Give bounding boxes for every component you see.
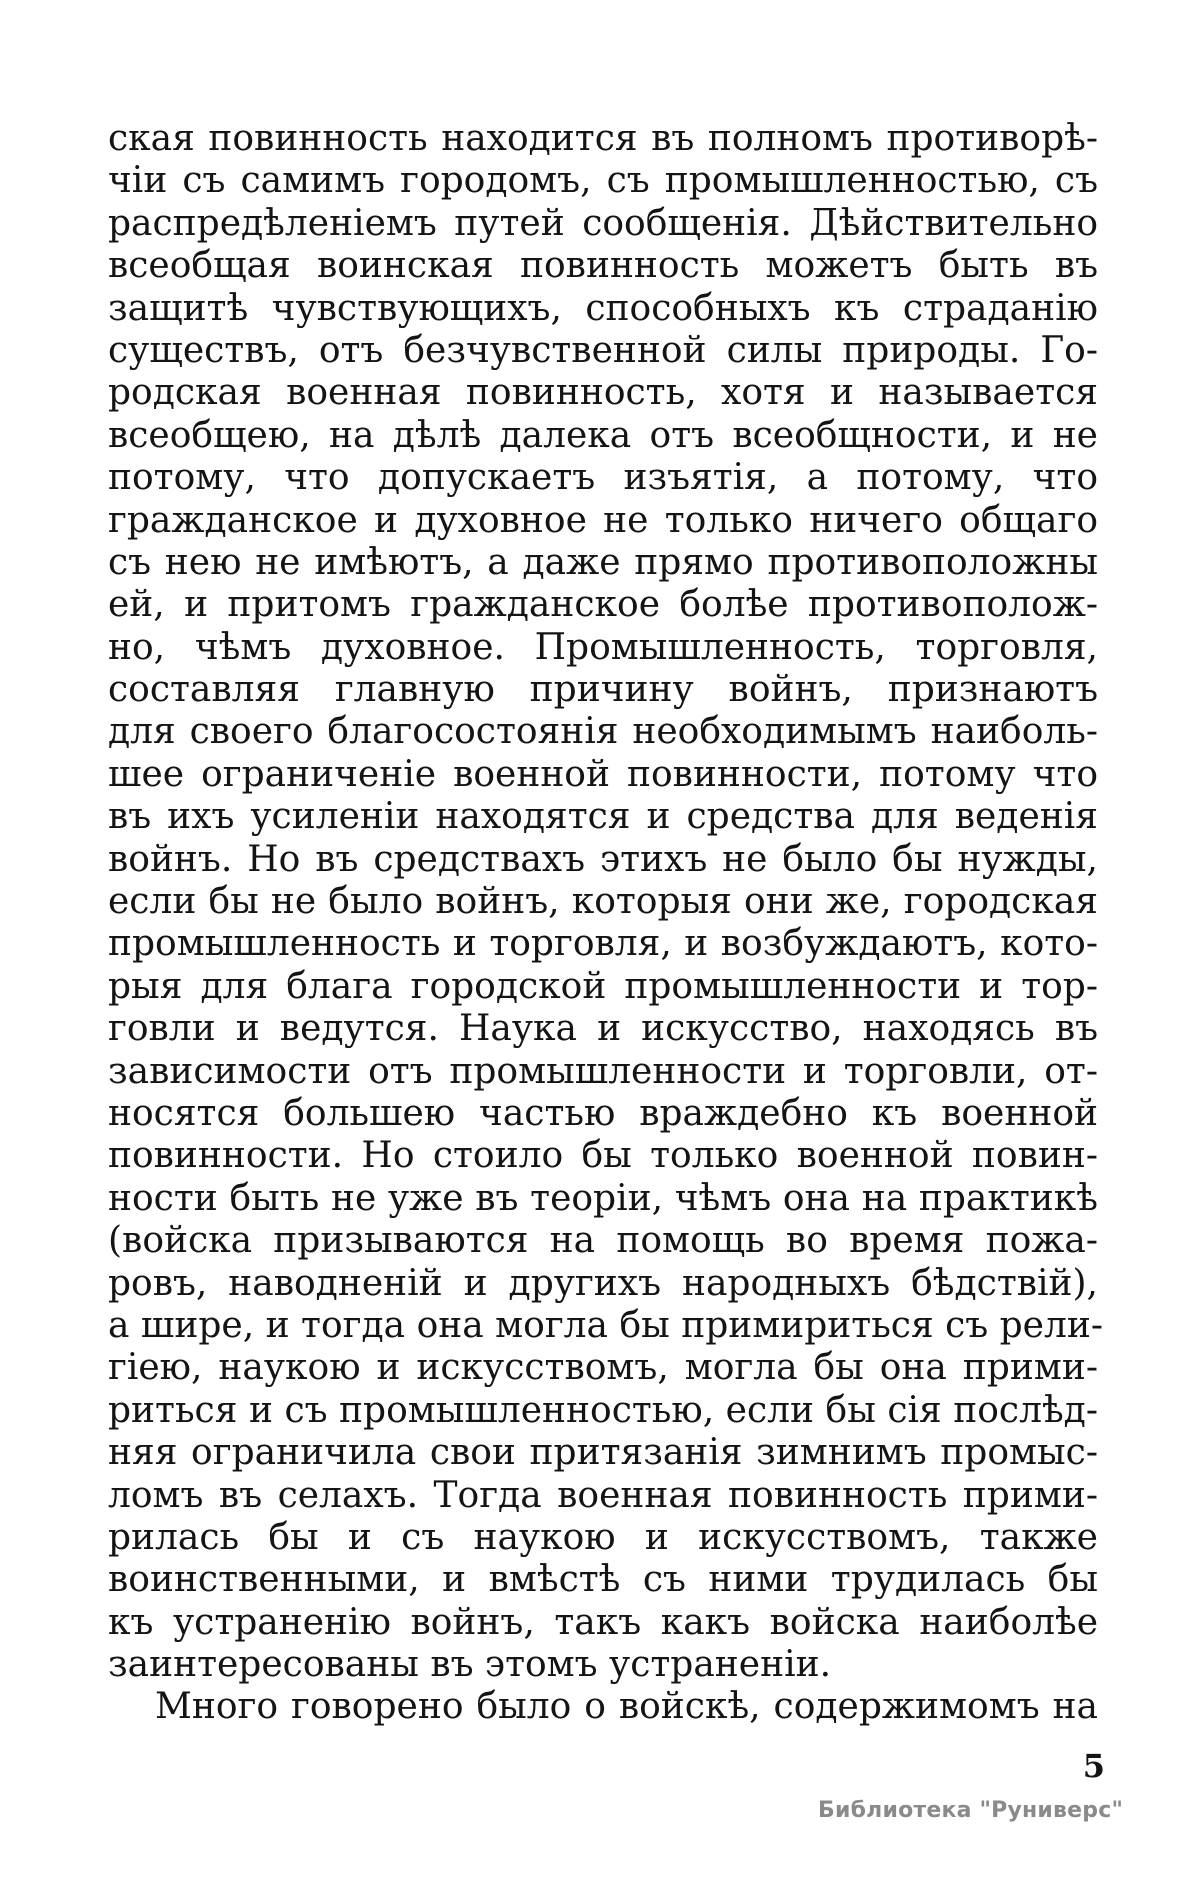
text-line: риться и съ промышленностью, если бы сія послѣд- bbox=[108, 1389, 1098, 1431]
text-line: повинности. Но стоило бы только военной повин- bbox=[108, 1135, 1098, 1177]
text-line: ровъ, наводненій и другихъ народныхъ бѣдствій), bbox=[108, 1262, 1098, 1304]
text-line: рыя для блага городской промышленности и тор- bbox=[108, 965, 1098, 1007]
text-line: носятся большею частью враждебно къ военной bbox=[108, 1092, 1098, 1134]
text-line: зависимости отъ промышленности и торговли, от- bbox=[108, 1050, 1098, 1092]
text-line: въ ихъ усиленіи находятся и средства для веденія bbox=[108, 796, 1098, 838]
text-line: рилась бы и съ наукою и искусствомъ, также bbox=[108, 1516, 1098, 1558]
page-number: 5 bbox=[1082, 1747, 1105, 1785]
text-line-paragraph-end: заинтересованы въ этомъ устраненіи. bbox=[108, 1644, 832, 1686]
text-line: ей, и притомъ гражданское болѣе противополож- bbox=[108, 584, 1098, 626]
text-line: шее ограниченіе военной повинности, потому что bbox=[108, 753, 1098, 795]
text-line: ности быть не уже въ теоріи, чѣмъ она на практикѣ bbox=[108, 1177, 1098, 1219]
text-line: гражданское и духовное не только ничего общаго bbox=[108, 499, 1098, 541]
text-line: распредѣленіемъ путей сообщенія. Дѣйствительно bbox=[108, 202, 1098, 244]
text-line: ская повинность находится въ полномъ противорѣ- bbox=[108, 118, 1098, 159]
text-line: ломъ въ селахъ. Тогда военная повинность прими- bbox=[108, 1474, 1098, 1516]
library-watermark: Библиотека "Руниверс" bbox=[818, 1798, 1124, 1823]
text-line: (войска призываются на помощь во время пожа- bbox=[108, 1220, 1098, 1262]
text-line: няя ограничила свои притязанія зимнимъ промыс- bbox=[108, 1432, 1098, 1474]
text-line: но, чѣмъ духовное. Промышленность, торговля, bbox=[108, 626, 1098, 668]
text-line: промышленность и торговля, и возбуждаютъ, кото- bbox=[108, 923, 1098, 965]
text-line: родская военная повинность, хотя и называется bbox=[108, 372, 1098, 414]
text-line: для своего благосостоянія необходимымъ наиболь- bbox=[108, 711, 1098, 753]
text-line: всеобщею, на дѣлѣ далека отъ всеобщности, и не bbox=[108, 414, 1098, 456]
text-line: составляя главную причину войнъ, признаютъ bbox=[108, 669, 1098, 711]
text-line: если бы не было войнъ, которыя они же, городская bbox=[108, 881, 1098, 923]
text-line: воинственными, и вмѣстѣ съ ними трудилась бы bbox=[108, 1559, 1098, 1601]
text-line: съ нею не имѣютъ, а даже прямо противоположны bbox=[108, 541, 1098, 583]
text-line: а шире, и тогда она могла бы примириться съ рели- bbox=[108, 1304, 1104, 1346]
text-line: говли и ведутся. Наука и искусство, находясь въ bbox=[108, 1008, 1098, 1050]
text-line: гіею, наукою и искусствомъ, могла бы она прими- bbox=[108, 1347, 1098, 1389]
text-line: къ устраненію войнъ, такъ какъ войска наиболѣе bbox=[108, 1601, 1098, 1643]
text-line: потому, что допускаетъ изъятія, а потому, что bbox=[108, 457, 1098, 499]
text-line-paragraph-start: Много говорено было о войскѣ, содержимомъ на bbox=[155, 1686, 1098, 1728]
text-line: войнъ. Но въ средствахъ этихъ не было бы нужды, bbox=[108, 838, 1098, 880]
text-line: чіи съ самимъ городомъ, съ промышленностью, съ bbox=[108, 160, 1098, 202]
text-line: всеобщая воинская повинность можетъ быть въ bbox=[108, 245, 1098, 287]
text-line: существъ, отъ безчувственной силы природы. Го- bbox=[108, 329, 1098, 371]
text-line: защитѣ чувствующихъ, способныхъ къ страданію bbox=[108, 287, 1098, 329]
body-text bbox=[108, 118, 1104, 1729]
